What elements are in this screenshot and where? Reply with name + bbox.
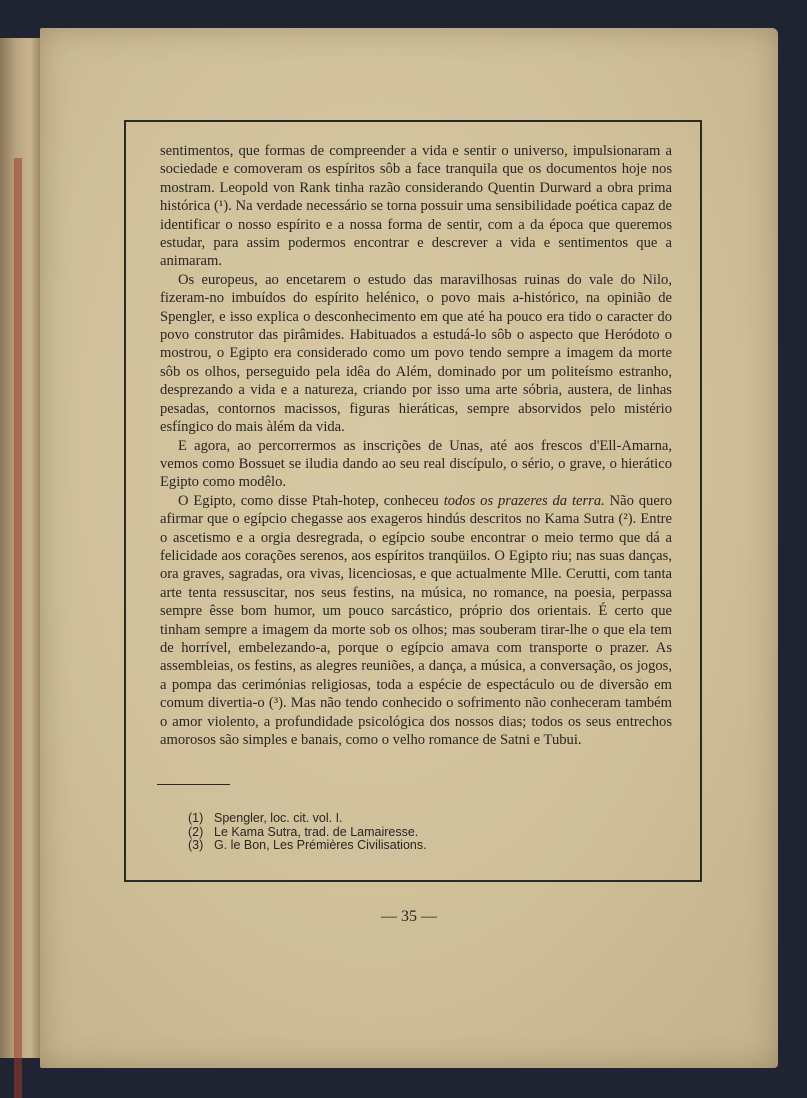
footnote-1 [188, 812, 427, 826]
footnote-number: (1) [188, 811, 204, 825]
body-text [160, 142, 672, 749]
page-number: — 35 — [381, 908, 437, 925]
paragraph-4-start: O Egipto, como disse Ptah-hotep, conheceu [178, 492, 444, 509]
footnotes [188, 812, 427, 853]
footnote-2 [188, 826, 427, 840]
footnote-text: Spengler, loc. cit. vol. I. [214, 811, 343, 825]
footnote-text: Le Kama Sutra, trad. de Lamairesse. [214, 824, 419, 839]
binding-edge [14, 158, 22, 1098]
paragraph-2: Os europeus, ao encetarem o estudo das maravilhosas ruinas do vale do Nilo, fizeram-no imbuídos do espírito helénico, o povo mais a-histórico, na opinião de Spengler, e isso explica o desconhecimento em que até ha pouco era tido o caracter do povo construtor das pirâmides. Habituados a estudá-lo sôb o aspecto que Heródoto o mostrou, o Egipto era considerado como um povo tendo sempre a imagem da morte sôb os olhos, perseguido pela idêa do Além, dominado por um politeísmo estranho, desprezando a vida e a natureza, criando por isso uma arte sóbria, austera, de linhas pesadas, contornos macissos, figuras hieráticas, sempre absorvidos pelo mistério esfíngico do mais àlém da vida. [160, 271, 672, 436]
italic-quote: todos os prazeres da terra. [443, 492, 605, 509]
paragraph-3: E agora, ao percorrermos as inscrições de Unas, até aos frescos d'Ell-Amarna, vemos como Bossuet se iludia dando ao seu real discípulo, o sério, o grave, o hierático Egipto como modêlo. [160, 437, 672, 491]
book-page [40, 28, 778, 1068]
footnote-number: (3) [188, 838, 204, 852]
footnote-text: G. le Bon, Les Prémières Civilisations. [214, 838, 427, 852]
paragraph-1: sentimentos, que formas de compreender a vida e sentir o universo, impulsionaram a sociedade e comoveram os espíritos sôb a face tranquila que os documentos hoje nos mostram. Leopold von Rank tinha razão considerando Quentin Durward a obra prima histórica (¹). Na verdade necessário se torna possuir uma sensibilidade poética capaz de identificar o nosso espírito e a nossa forma de sentir, com a da época que queremos estudar, para assim podermos encontrar e descrever a vida e sentimentos que a animaram. [160, 143, 672, 270]
footnote-rule [157, 784, 230, 785]
footnote-3 [188, 839, 427, 853]
footnote-number: (2) [188, 824, 204, 839]
adjacent-page-edge [0, 38, 42, 1058]
paragraph-4-rest: Não quero afirmar que o egípcio chegasse aos exageros hindús descritos no Kama Sutra (²). Entre o ascetismo e a orgia desregrada, o egípcio soube encontrar o meio termo que dá a felicidade aos corações serenos, aos espíritos tranqüilos. O Egipto riu; nas suas danças, ora graves, sagradas, ora vivas, licenciosas, e que actualmente Mlle. Cerutti, com tanta arte tenta ressuscitar, nos seus festins, na música, no romance, na poesia, perpassa sempre êsse bom humor, um pouco sarcástico, próprio dos orientais. É certo que tinham sempre a imagem da morte sob os olhos; mas souberam tirar-lhe o que ela tem de horrível, embelezando-a, porque o egípcio amava com transporte o prazer. As assembleias, os festins, as alegres reuniões, a dança, a música, a conversação, os jogos, a pompa das cerimónias religiosas, toda a espécie de espectáculo ou de diversão em comum divertia-o (³). Mas não tendo conhecido o sofrimento não conheceram também o amor violento, a profundidade psicológica dos nossos dias; todos os seus entrechos amorosos são simples e banais, como o velho romance de Satni e Tubui. [160, 492, 672, 748]
paragraph-4 [160, 492, 672, 750]
